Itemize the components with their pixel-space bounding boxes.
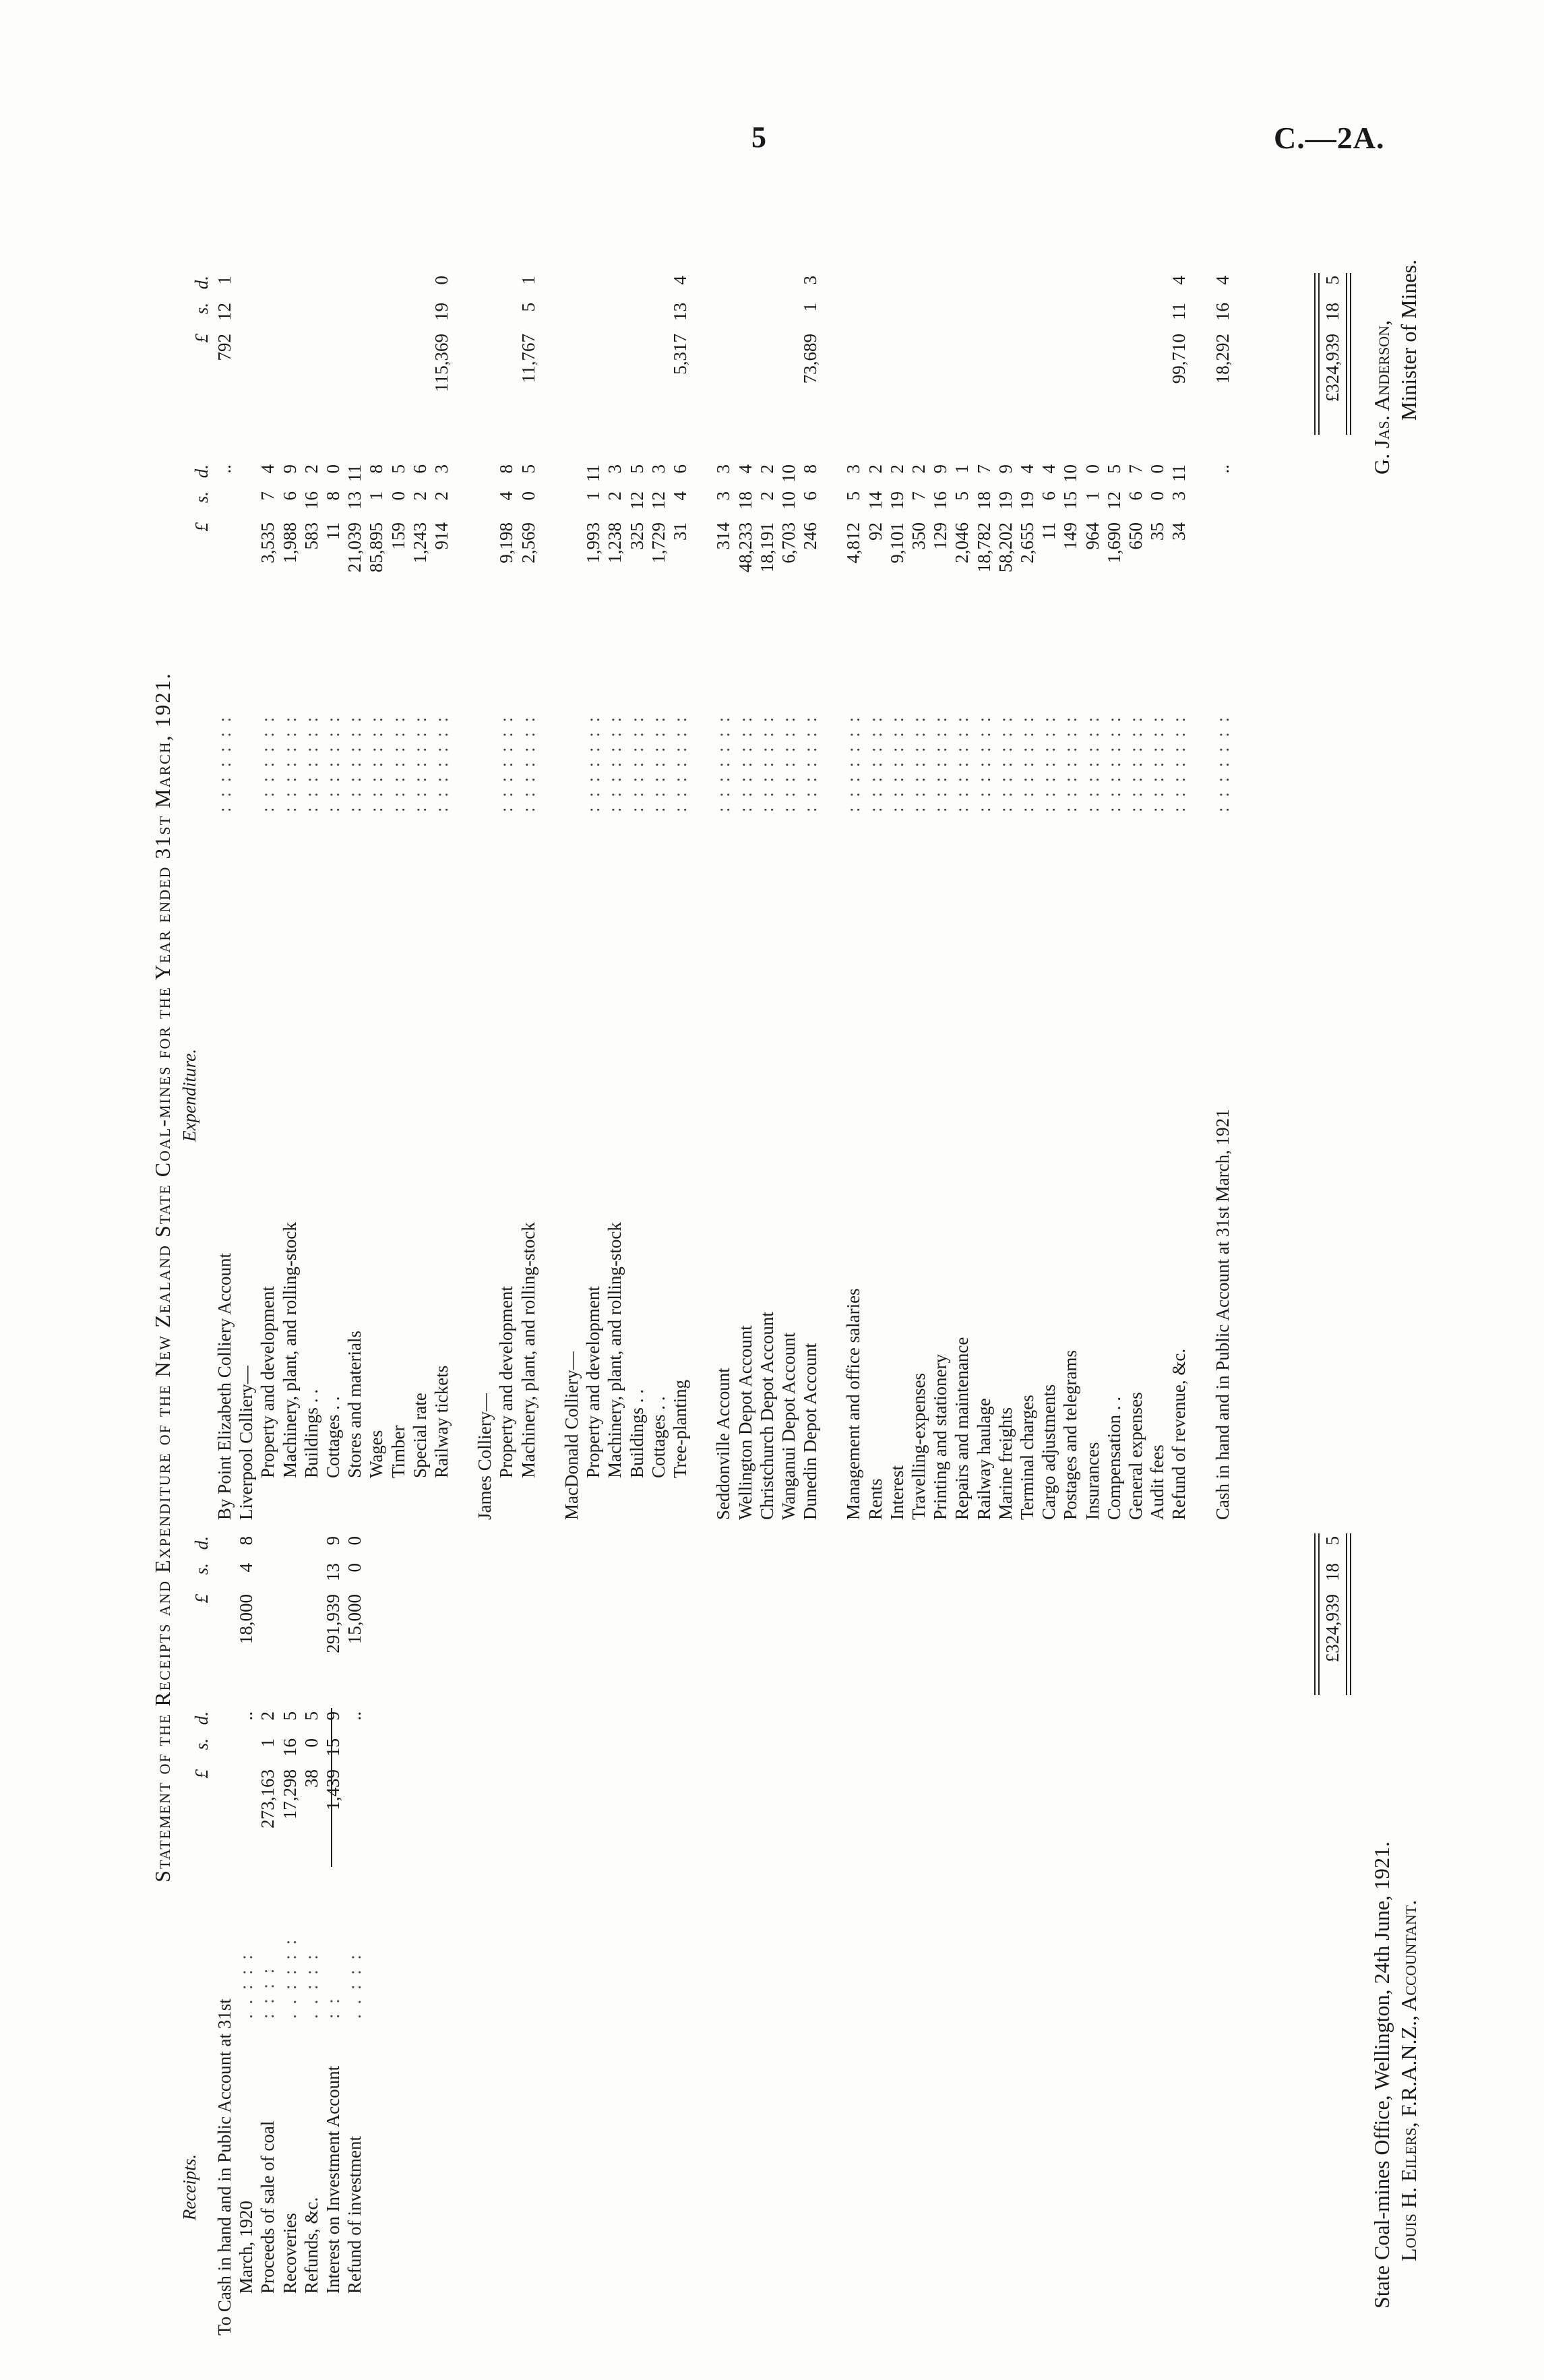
expenditure-row bbox=[648, 253, 669, 1520]
expenditure-row-label: Special rate bbox=[409, 1393, 430, 1478]
expenditure-inner-amount: 3,53574 bbox=[257, 464, 278, 563]
expenditure-inner-amount: 18,782187 bbox=[973, 464, 994, 573]
receipts-row bbox=[235, 1527, 257, 2336]
expenditure-row-leader: : : : : : : : bbox=[1060, 714, 1081, 812]
expenditure-row bbox=[1168, 253, 1190, 1520]
receipts-outer-amount: 15,00000 bbox=[344, 1536, 365, 1645]
receipts-row-leader: . . : : : bbox=[236, 1951, 257, 2019]
expenditure-inner-amount: 9,19848 bbox=[496, 464, 517, 563]
expenditure-inner-amount: 9,101192 bbox=[886, 464, 907, 563]
expenditure-heading: Expenditure. bbox=[179, 1049, 199, 1142]
expenditure-row bbox=[431, 253, 452, 1520]
expenditure-row bbox=[1059, 253, 1081, 1520]
expenditure-row bbox=[518, 253, 539, 1520]
expenditure-row-leader: : : : : : : : bbox=[713, 714, 734, 812]
receipts-row-leader: . . : : : bbox=[344, 1951, 365, 2019]
receipts-inner-amount: 273,16312 bbox=[257, 1711, 278, 1829]
expenditure-row bbox=[257, 253, 278, 1520]
expenditure-row-leader: : : : : : : : bbox=[322, 714, 343, 812]
expenditure-row-leader: : : : : : : : bbox=[431, 714, 452, 812]
expenditure-row bbox=[214, 253, 235, 1520]
expenditure-row-label: Property and development bbox=[496, 1286, 517, 1478]
expenditure-inner-amount: 2,56905 bbox=[518, 464, 538, 563]
expenditure-row bbox=[409, 253, 431, 1520]
receipts-row-label: March, 1920 bbox=[236, 2201, 257, 2294]
receipts-row bbox=[279, 1527, 301, 2336]
receipts-outer-amount: 18,00048 bbox=[236, 1536, 257, 1645]
expenditure-inner-amount: 92142 bbox=[865, 464, 886, 541]
expenditure-row-label: Railway haulage bbox=[973, 1398, 994, 1520]
expenditure-row bbox=[582, 253, 604, 1520]
expenditure-row bbox=[561, 253, 582, 1520]
expenditure-row-label: Postages and telegrams bbox=[1060, 1350, 1081, 1520]
receipts-row bbox=[257, 1527, 278, 2336]
expenditure-inner-amount: 24668 bbox=[800, 464, 821, 550]
expenditure-row bbox=[604, 253, 625, 1520]
expenditure-inner-amount: 1,993111 bbox=[583, 464, 604, 563]
expenditure-row-label: Cottages . . bbox=[322, 1396, 343, 1478]
expenditure-inner-amount: 21,0391311 bbox=[344, 464, 365, 573]
receipts-row bbox=[214, 1527, 235, 2336]
expenditure-row bbox=[691, 253, 712, 1520]
expenditure-row-leader: : : : : : : : bbox=[908, 714, 929, 812]
expenditure-row-leader: : : : : : : : bbox=[735, 714, 755, 812]
expenditure-row-leader: : : : : : : : bbox=[995, 714, 1016, 812]
expenditure-row-leader: : : : : : : : bbox=[1082, 714, 1103, 812]
expenditure-row-label: Cash in hand and in Public Account at 31st March, 1921 bbox=[1212, 1109, 1233, 1520]
expenditure-row bbox=[301, 253, 322, 1520]
expenditure-inner-amount: 85,89518 bbox=[366, 464, 387, 573]
expenditure-row-leader: : : : : : : : bbox=[648, 714, 669, 812]
expenditure-row bbox=[735, 253, 756, 1520]
expenditure-inner-amount: 6,7031010 bbox=[778, 464, 799, 563]
expenditure-inner-amount: 35072 bbox=[908, 464, 929, 550]
expenditure-row bbox=[365, 253, 387, 1520]
expenditure-row-leader: : : : : : : : bbox=[344, 714, 365, 812]
expenditure-row-leader: : : : : : : : bbox=[1103, 714, 1124, 812]
expenditure-inner-amount: 65067 bbox=[1125, 464, 1146, 550]
expenditure-row-leader: : : : : : : : bbox=[973, 714, 994, 812]
expenditure-row bbox=[1038, 253, 1059, 1520]
expenditure-inner-amount: 1,729123 bbox=[648, 464, 669, 563]
expenditure-row-label: Interest bbox=[886, 1465, 907, 1520]
expenditure-inner-amount: 58,202199 bbox=[995, 464, 1016, 573]
expenditure-row bbox=[712, 253, 734, 1520]
expenditure-row-label: MacDonald Colliery— bbox=[561, 1351, 582, 1520]
expenditure-row bbox=[908, 253, 929, 1520]
expenditure-row-leader: : : : : : : : bbox=[409, 714, 430, 812]
expenditure-inner-amount: .. bbox=[214, 464, 235, 474]
expenditure-inner-amount: 96410 bbox=[1082, 464, 1103, 550]
expenditure-row bbox=[474, 253, 495, 1520]
expenditure-row-label: Seddonville Account bbox=[713, 1368, 734, 1520]
expenditure-row-label: Dunedin Depot Account bbox=[800, 1343, 821, 1520]
receipts-currency-inner: £s.d. bbox=[191, 1711, 212, 1779]
expenditure-row-label: Machinery, plant, and rolling-stock bbox=[518, 1222, 538, 1478]
expenditure-row-label: Buildings . . bbox=[626, 1389, 647, 1478]
footer-office: State Coal-mines Office, Wellington, 24th June, 1921. bbox=[1369, 1841, 1394, 2309]
expenditure-inner-amount: 15905 bbox=[388, 464, 408, 550]
expenditure-row bbox=[452, 253, 474, 1520]
expenditure-row-label: Liverpool Colliery— bbox=[236, 1366, 257, 1520]
expenditure-row-label: Buildings . . bbox=[301, 1389, 321, 1478]
expenditure-row-label: Wanganui Depot Account bbox=[778, 1332, 799, 1520]
receipts-row-label: Proceeds of sale of coal bbox=[257, 2120, 278, 2294]
receipts-rows bbox=[214, 1527, 365, 2336]
expenditure-row-leader: : : : : : : : bbox=[388, 714, 408, 812]
expenditure-outer-amount: 18,292164 bbox=[1212, 276, 1233, 384]
expenditure-inner-amount: 325125 bbox=[626, 464, 647, 550]
document-reference: C.—2A. bbox=[1274, 121, 1385, 155]
expenditure-inner-amount: 91423 bbox=[431, 464, 452, 550]
expenditure-row bbox=[669, 253, 691, 1520]
expenditure-inner-amount: .. bbox=[1212, 464, 1233, 474]
receipts-total-rule-top bbox=[1314, 1533, 1320, 1695]
expenditure-row-leader: : : : : : : : bbox=[257, 714, 278, 812]
expenditure-row-label: Property and development bbox=[583, 1286, 604, 1478]
receipts-inner-amount: 3805 bbox=[301, 1711, 321, 1788]
footer-minister-title: Minister of Mines. bbox=[1396, 260, 1421, 421]
receipts-row bbox=[322, 1527, 344, 2336]
receipts-inner-amount: .. bbox=[344, 1711, 365, 1721]
expenditure-row bbox=[865, 253, 886, 1520]
expenditure-row-leader: : : : : : : : bbox=[800, 714, 821, 812]
expenditure-row-leader: : : : : : : : bbox=[1016, 714, 1037, 812]
expenditure-row-leader: : : : : : : : bbox=[1169, 714, 1190, 812]
expenditure-row-label: Christchurch Depot Account bbox=[756, 1312, 777, 1520]
expenditure-row-leader: : : : : : : : bbox=[1039, 714, 1059, 812]
expenditure-row bbox=[929, 253, 951, 1520]
expenditure-inner-amount: 1,690125 bbox=[1103, 464, 1124, 563]
expenditure-outer-amount: 5,317134 bbox=[669, 276, 690, 375]
footer-minister-name: G. Jas. Anderson, bbox=[1369, 320, 1394, 475]
receipts-inner-subtotal-rule bbox=[331, 1708, 332, 1867]
receipts-inner-amount: 1,439159 bbox=[322, 1711, 343, 1810]
expenditure-row bbox=[1212, 253, 1233, 1520]
receipts-total: £324,939185 bbox=[1322, 1536, 1342, 1663]
receipts-row bbox=[344, 1527, 365, 2336]
expenditure-rows bbox=[214, 253, 1233, 1520]
expenditure-outer-amount: 11,76751 bbox=[518, 276, 538, 384]
receipts-row-label: To Cash in hand and in Public Account at 31st bbox=[214, 1998, 235, 2336]
expenditure-row bbox=[778, 253, 799, 1520]
expenditure-row-label: Wellington Depot Account bbox=[735, 1325, 755, 1520]
receipts-row-label: Recoveries bbox=[279, 2213, 300, 2294]
receipts-inner-amount: .. bbox=[236, 1711, 257, 1721]
expenditure-row-leader: : : : : : : : bbox=[669, 714, 690, 812]
expenditure-total: £324,939185 bbox=[1322, 276, 1342, 402]
expenditure-row-label: Stores and materials bbox=[344, 1331, 365, 1478]
expenditure-row-label: Tree-planting bbox=[669, 1380, 690, 1478]
receipts-currency-outer: £s.d. bbox=[191, 1536, 212, 1604]
expenditure-row-label: Machinery, plant, and rolling-stock bbox=[605, 1222, 625, 1478]
expenditure-row-leader: : : : : : : : bbox=[1125, 714, 1146, 812]
expenditure-inner-amount: 2,04651 bbox=[952, 464, 972, 563]
expenditure-row-label: Cargo adjustments bbox=[1039, 1384, 1059, 1520]
expenditure-inner-amount: 2,655194 bbox=[1016, 464, 1037, 563]
expenditure-row-leader: : : : : : : : bbox=[279, 714, 300, 812]
expenditure-row-leader: : : : : : : : bbox=[626, 714, 647, 812]
expenditure-row-leader: : : : : : : : bbox=[886, 714, 907, 812]
expenditure-row-label: Marine freights bbox=[995, 1407, 1016, 1520]
expenditure-row bbox=[322, 253, 344, 1520]
expenditure-row bbox=[235, 253, 257, 1520]
expenditure-inner-amount: 3146 bbox=[669, 464, 690, 541]
expenditure-row-label: General expenses bbox=[1125, 1392, 1146, 1520]
expenditure-row-leader: : : : : : : : bbox=[930, 714, 951, 812]
expenditure-inner-amount: 1,23823 bbox=[605, 464, 625, 563]
expenditure-outer-amount: 792121 bbox=[214, 276, 235, 361]
expenditure-inner-amount: 34311 bbox=[1169, 464, 1190, 541]
receipts-row-label: Interest on Investment Account bbox=[322, 2065, 343, 2294]
expenditure-row-label: Property and development bbox=[257, 1286, 278, 1478]
expenditure-row-label: James Colliery— bbox=[474, 1393, 495, 1520]
expenditure-row-label: Wages bbox=[366, 1430, 387, 1478]
expenditure-row-label: Refund of revenue, &c. bbox=[1169, 1348, 1190, 1520]
expenditure-row bbox=[626, 253, 648, 1520]
expenditure-row-leader: : : : : : : : bbox=[214, 714, 235, 812]
expenditure-currency-outer: £s.d. bbox=[191, 276, 212, 343]
receipts-outer-amount: 291,939139 bbox=[322, 1536, 343, 1653]
expenditure-outer-amount: 73,68913 bbox=[800, 276, 821, 384]
expenditure-row bbox=[973, 253, 995, 1520]
expenditure-row bbox=[1146, 253, 1168, 1520]
receipts-row-label: Refund of investment bbox=[344, 2136, 365, 2294]
receipts-row-leader: . . : : : : bbox=[279, 1936, 300, 2019]
expenditure-row-leader: : : : : : : : bbox=[1147, 714, 1168, 812]
expenditure-row bbox=[756, 253, 778, 1520]
expenditure-row-label: Compensation . . bbox=[1103, 1397, 1124, 1520]
expenditure-row bbox=[388, 253, 409, 1520]
expenditure-row-leader: : : : : : : : bbox=[496, 714, 517, 812]
expenditure-row-leader: : : : : : : : bbox=[1212, 714, 1233, 812]
expenditure-inner-amount: 583162 bbox=[301, 464, 321, 550]
expenditure-row-label: Machinery, plant, and rolling-stock bbox=[279, 1222, 300, 1478]
page-number: 5 bbox=[751, 121, 766, 154]
expenditure-row bbox=[1125, 253, 1146, 1520]
expenditure-inner-amount: 1491510 bbox=[1060, 464, 1081, 550]
expenditure-row bbox=[995, 253, 1016, 1520]
receipts-row-leader: . . : : : bbox=[301, 1951, 321, 2019]
receipts-row-leader: : : bbox=[322, 1996, 343, 2019]
expenditure-row bbox=[886, 253, 908, 1520]
expenditure-row-label: Timber bbox=[388, 1425, 408, 1478]
expenditure-row-label: Insurances bbox=[1082, 1442, 1103, 1520]
expenditure-row bbox=[495, 253, 517, 1520]
expenditure-row bbox=[799, 253, 821, 1520]
expenditure-row bbox=[1016, 253, 1038, 1520]
expenditure-row-leader: : : : : : : : bbox=[366, 714, 387, 812]
expenditure-row-leader: : : : : : : : bbox=[952, 714, 972, 812]
expenditure-row-label: Printing and stationery bbox=[930, 1354, 951, 1520]
expenditure-row-label: Repairs and maintenance bbox=[952, 1337, 972, 1520]
footer-office-block bbox=[1368, 1298, 1422, 2309]
expenditure-inner-amount: 1,24326 bbox=[409, 464, 430, 563]
expenditure-row-leader: : : : : : : : bbox=[301, 714, 321, 812]
expenditure-row-leader: : : : : : : : bbox=[843, 714, 864, 812]
expenditure-total-rule-bottom bbox=[1346, 273, 1351, 435]
expenditure-row bbox=[951, 253, 972, 1520]
expenditure-row-label: Management and office salaries bbox=[843, 1288, 864, 1520]
expenditure-row-label: By Point Elizabeth Colliery Account bbox=[214, 1253, 235, 1520]
expenditure-inner-amount: 3500 bbox=[1147, 464, 1168, 541]
statement-title: Statement of the Receipts and Expenditure of the New Zealand State Coal-mines for the Year ended 31st March, 1921. bbox=[150, 672, 175, 1883]
expenditure-row bbox=[279, 253, 301, 1520]
receipts-inner-amount: 17,298165 bbox=[279, 1711, 300, 1820]
expenditure-row bbox=[842, 253, 864, 1520]
expenditure-row bbox=[1103, 253, 1125, 1520]
expenditure-row-label: Terminal charges bbox=[1016, 1395, 1037, 1520]
expenditure-total-rule-top bbox=[1314, 273, 1320, 435]
expenditure-row bbox=[1190, 253, 1211, 1520]
receipts-row-leader: : : : : bbox=[257, 1965, 278, 2019]
receipts-total-rule-bottom bbox=[1346, 1533, 1351, 1695]
expenditure-row-label: Cottages . . bbox=[648, 1396, 669, 1478]
receipts-row bbox=[301, 1527, 322, 2336]
expenditure-row-label: Rents bbox=[865, 1478, 886, 1520]
expenditure-row-leader: : : : : : : : bbox=[778, 714, 799, 812]
expenditure-row-leader: : : : : : : : bbox=[583, 714, 604, 812]
expenditure-row bbox=[539, 253, 561, 1520]
expenditure-row-label: Railway tickets bbox=[431, 1365, 452, 1478]
expenditure-row-label: Travelling-expenses bbox=[908, 1373, 929, 1520]
expenditure-row bbox=[821, 253, 842, 1520]
expenditure-inner-amount: 18,19122 bbox=[756, 464, 777, 573]
expenditure-row-leader: : : : : : : : bbox=[865, 714, 886, 812]
footer-accountant: Louis H. Eilers, F.R.A.N.Z., Accountant. bbox=[1396, 1899, 1421, 2261]
expenditure-row bbox=[344, 253, 365, 1520]
expenditure-inner-amount: 48,233184 bbox=[735, 464, 755, 573]
expenditure-inner-amount: 31433 bbox=[713, 464, 734, 550]
expenditure-inner-amount: 129169 bbox=[930, 464, 951, 550]
expenditure-inner-amount: 1164 bbox=[1039, 464, 1059, 540]
footer-minister-block bbox=[1368, 260, 1422, 853]
expenditure-currency-inner: £s.d. bbox=[191, 464, 212, 532]
expenditure-row bbox=[1082, 253, 1103, 1520]
expenditure-row-leader: : : : : : : : bbox=[756, 714, 777, 812]
receipts-heading: Receipts. bbox=[179, 2154, 199, 2221]
expenditure-row-label: Audit fees bbox=[1147, 1444, 1168, 1520]
statement-table-rotated bbox=[152, 219, 1432, 2336]
receipts-row-label: Refunds, &c. bbox=[301, 2197, 321, 2294]
expenditure-inner-amount: 1,98869 bbox=[279, 464, 300, 563]
expenditure-inner-amount: 1180 bbox=[322, 464, 343, 540]
expenditure-inner-amount: 4,81253 bbox=[843, 464, 864, 563]
expenditure-outer-amount: 99,710114 bbox=[1169, 276, 1190, 384]
expenditure-outer-amount: 115,369190 bbox=[431, 276, 452, 392]
expenditure-row-leader: : : : : : : : bbox=[518, 714, 538, 812]
expenditure-row-leader: : : : : : : : bbox=[605, 714, 625, 812]
